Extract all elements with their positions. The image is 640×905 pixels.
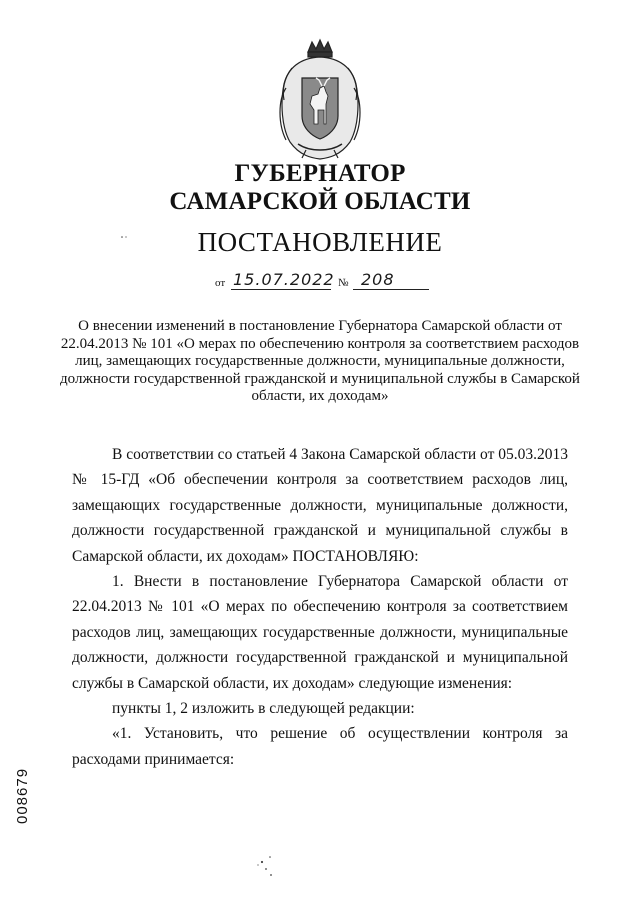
issuer-title-line1: ГУБЕРНАТОР bbox=[234, 160, 406, 187]
date-label: от bbox=[215, 277, 226, 289]
document-subject: О внесении изменений в постановление Губернатора Самарской области от 22.04.2013 № 101 «О мерах по обеспечению контроля за соответствием расходов лиц, замещающих государственные должности, муниципальные должности, должности государственной гражданской и муниципальной службы в Самарской области, их доходам» bbox=[60, 318, 580, 404]
date-underline bbox=[231, 289, 331, 290]
issuer-title-line2: САМАРСКОЙ ОБЛАСТИ bbox=[169, 188, 471, 215]
document-type: ПОСТАНОВЛЕНИЕ bbox=[197, 227, 443, 257]
number-underline bbox=[353, 289, 429, 290]
handwritten-number: 208 bbox=[361, 270, 395, 289]
document-body bbox=[72, 442, 568, 772]
body-paragraph-4: «1. Установить, что решение об осуществлении контроля за расходами принимается: bbox=[72, 725, 568, 768]
coat-of-arms-icon bbox=[272, 38, 368, 162]
side-serial-number: 008679 bbox=[14, 767, 31, 824]
number-label: № bbox=[338, 277, 349, 289]
handwritten-date: 15.07.2022 bbox=[233, 270, 335, 289]
body-paragraph-3: пункты 1, 2 изложить в следующей редакции: bbox=[112, 700, 415, 718]
body-paragraph-1: В соответствии со статьей 4 Закона Самарской области от 05.03.2013 № 15-ГД «Об обеспечении контроля за соответствием расходов лиц, замещающих государственные должности, муниципальные должности, должности государственной гражданской и муниципальной службы в Самарской области, их доходам» ПОСТАНОВЛЯЮ: bbox=[72, 446, 568, 565]
body-paragraph-2: 1. Внести в постановление Губернатора Самарской области от 22.04.2013 № 101 «О мерах по обеспечению контроля за соответствием расходов лиц, замещающих государственные должности, муниципальные должности, должности государственной гражданской и муниципальной службы в Самарской области, их доходам» следующие изменения: bbox=[72, 573, 568, 692]
